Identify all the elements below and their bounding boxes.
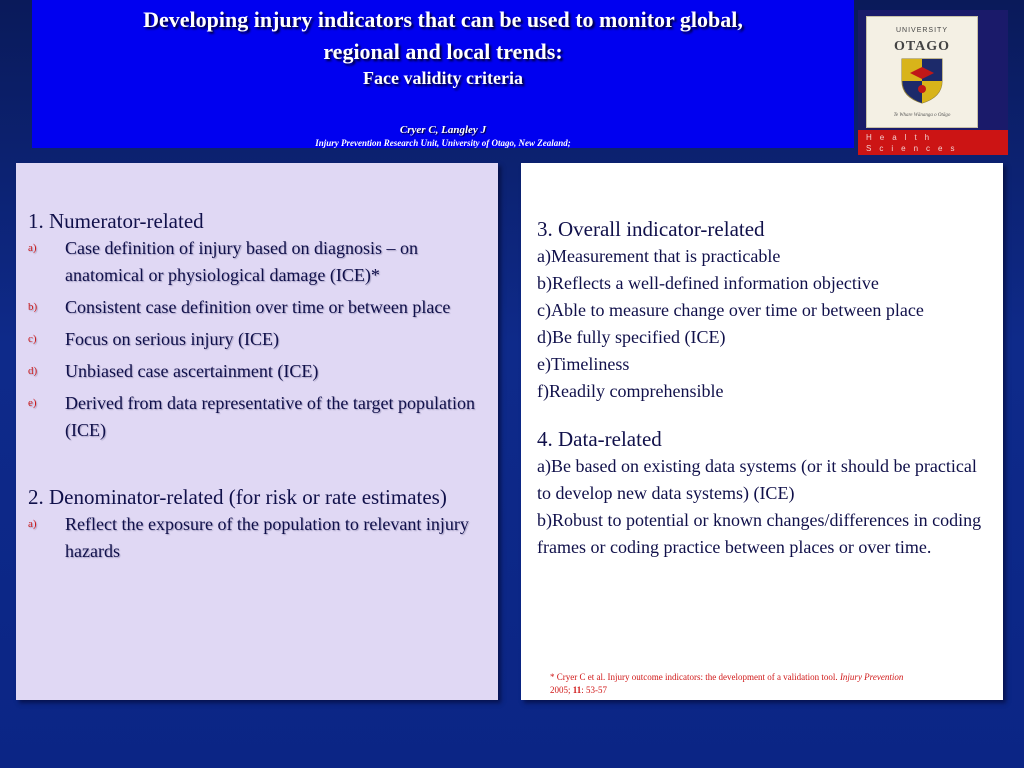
list-marker: e) bbox=[28, 397, 37, 409]
list-marker: a) bbox=[28, 518, 37, 530]
list-item-text: Reflect the exposure of the population to relevant injury hazards bbox=[65, 514, 469, 561]
list-item bbox=[28, 326, 486, 353]
list-item bbox=[28, 358, 486, 385]
authors: Cryer C, Langley J bbox=[399, 124, 487, 136]
numerator-list bbox=[28, 235, 486, 444]
title-line-2: regional and local trends: bbox=[323, 39, 563, 64]
list-item bbox=[28, 235, 486, 289]
list-marker: b) bbox=[28, 301, 38, 313]
health-sciences-band bbox=[858, 130, 1008, 155]
overall-item: c)Able to measure change over time or between place bbox=[537, 300, 924, 320]
list-item-text: Focus on serious injury (ICE) bbox=[65, 329, 279, 349]
section-heading-overall: 3. Overall indicator-related bbox=[537, 217, 765, 241]
left-panel bbox=[16, 163, 498, 700]
data-item: a)Be based on existing data systems (or it should be practical to develop new data systems) (ICE) bbox=[537, 456, 977, 503]
overall-item: a)Measurement that is practicable bbox=[537, 246, 781, 266]
list-marker: c) bbox=[28, 333, 37, 345]
slide-subtitle: Face validity criteria bbox=[363, 68, 523, 88]
sciences-label: Sciences bbox=[866, 144, 963, 153]
list-item-text: Unbiased case ascertainment (ICE) bbox=[65, 361, 319, 381]
section-heading-numerator: 1. Numerator-related bbox=[28, 209, 204, 233]
list-item-text: Derived from data representative of the target population (ICE) bbox=[65, 393, 476, 440]
section-heading-data: 4. Data-related bbox=[537, 427, 662, 451]
overall-item: e)Timeliness bbox=[537, 354, 630, 374]
footnote-text: * Cryer C et al. Injury outcome indicators: the development of a validation tool. bbox=[550, 672, 838, 682]
list-marker: d) bbox=[28, 365, 38, 377]
list-item bbox=[28, 294, 486, 321]
overall-item: d)Be fully specified (ICE) bbox=[537, 327, 726, 347]
crest-icon bbox=[900, 57, 944, 105]
right-panel bbox=[521, 163, 1003, 700]
affiliation: Injury Prevention Research Unit, University of Otago, New Zealand; bbox=[315, 138, 571, 148]
logo-card bbox=[866, 16, 978, 128]
denominator-list bbox=[28, 511, 486, 565]
overall-item: b)Reflects a well-defined information objective bbox=[537, 273, 879, 293]
health-label: Health bbox=[866, 133, 938, 142]
overall-item: f)Readily comprehensible bbox=[537, 381, 724, 401]
university-logo bbox=[858, 10, 1008, 155]
footnote-volume: 11 bbox=[572, 685, 582, 695]
list-item bbox=[28, 390, 486, 444]
footnote-journal: Injury Prevention bbox=[839, 672, 904, 682]
list-item bbox=[28, 511, 486, 565]
list-marker: a) bbox=[28, 242, 37, 254]
list-item-text: Case definition of injury based on diagnosis – on anatomical or physiological damage (ICE)* bbox=[65, 238, 418, 285]
slide-title bbox=[32, 4, 854, 68]
data-item: b)Robust to potential or known changes/differences in coding frames or coding practice between places or over time. bbox=[537, 510, 982, 557]
list-item-text: Consistent case definition over time or between place bbox=[65, 297, 451, 317]
footnote bbox=[550, 671, 990, 697]
footnote-year: 2005; bbox=[550, 685, 571, 695]
section-heading-denominator: 2. Denominator-related (for risk or rate estimates) bbox=[28, 485, 447, 509]
logo-otago-text: OTAGO bbox=[893, 39, 951, 54]
logo-motto: Te Whare Wānanga o Otāgo bbox=[893, 113, 951, 118]
title-line-1: Developing injury indicators that can be used to monitor global, bbox=[143, 7, 743, 32]
footnote-pages: : 53-57 bbox=[581, 685, 608, 695]
logo-university-text: UNIVERSITY bbox=[895, 27, 948, 34]
